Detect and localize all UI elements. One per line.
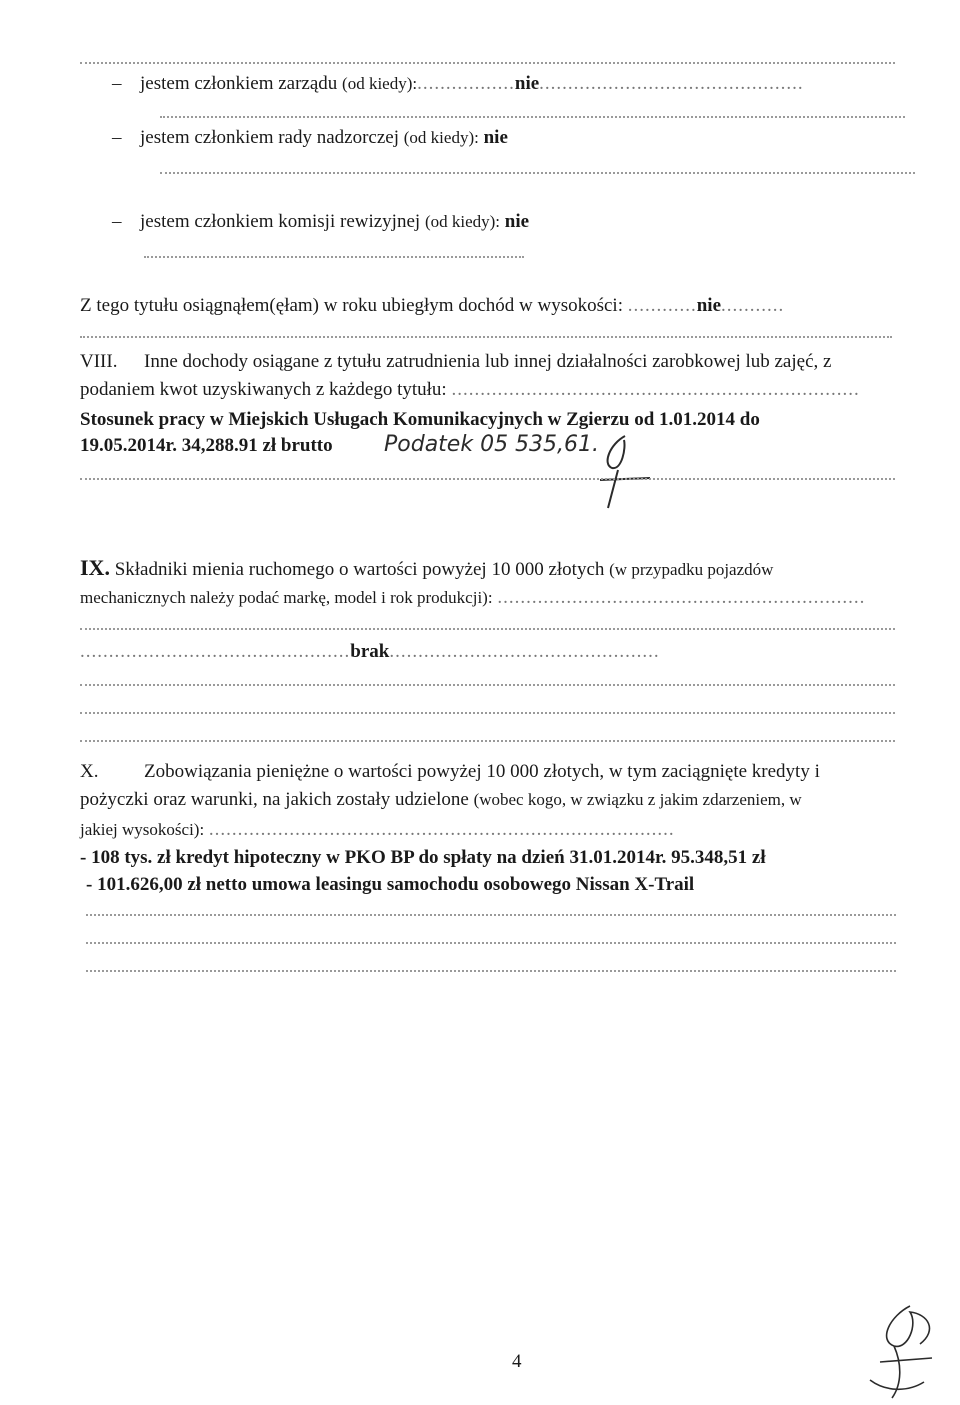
dotted-line <box>160 172 915 174</box>
dotted-line <box>144 256 524 258</box>
supervisory-member-label: jestem członkiem rady nadzorczej <box>140 127 400 148</box>
page-number: 4 <box>512 1351 522 1372</box>
dotted-line <box>86 942 896 944</box>
dotted-line <box>80 684 895 686</box>
section-viii-answer1: Stosunek pracy w Miejskich Usługach Komunikacyjnych w Zgierzu od 1.01.2014 do <box>80 409 760 430</box>
initials-mark <box>580 430 660 510</box>
section-x-answer2: - 101.626,00 zł netto umowa leasingu samochodu osobowego Nissan X-Trail <box>86 874 695 895</box>
dotted-line <box>80 712 895 714</box>
dotted-line <box>80 740 895 742</box>
audit-member-answer: nie <box>504 211 530 232</box>
section-x-number: X. <box>80 761 99 782</box>
board-member-answer: nie <box>514 73 540 94</box>
section-x-answer1: - 108 tys. zł kredyt hipoteczny w PKO BP do spłaty na dzień 31.01.2014r. 95.348,51 zł <box>80 847 766 868</box>
supervisory-member-line: – jestem członkiem rady nadzorczej (od kiedy): nie <box>112 127 508 148</box>
audit-member-label: jestem członkiem komisji rewizyjnej <box>140 211 421 232</box>
dotted-line <box>80 628 895 630</box>
audit-member-line: – jestem członkiem komisji rewizyjnej (od kiedy): nie <box>112 211 530 232</box>
supervisory-member-answer: nie <box>483 127 508 148</box>
board-member-label: jestem członkiem zarządu <box>140 73 338 94</box>
section-viii-answer2: 19.05.2014r. 34,288.91 zł brutto <box>80 435 333 456</box>
income-answer: nie <box>696 295 722 316</box>
section-ix-answer-line: ...............................................brak............................................... <box>80 641 660 662</box>
board-member-line: – jestem członkiem zarządu (od kiedy):.................nie.............................................. <box>112 73 804 94</box>
handwritten-tax-note: Podatek 05 535,61. <box>384 432 600 457</box>
section-x-line2: pożyczki oraz warunki, na jakich zostały udzielone (wobec kogo, w związku z jakim zdarzeniem, w <box>80 789 802 810</box>
dotted-line <box>80 336 892 338</box>
dotted-line <box>80 478 895 480</box>
section-viii-line2: podaniem kwot uzyskiwanych z każdego tytułu: ....................................................................... <box>80 379 860 400</box>
section-ix-line2: mechanicznych należy podać markę, model i rok produkcji): ................................................................ <box>80 587 866 608</box>
dotted-line <box>86 914 896 916</box>
signature-mark <box>850 1300 950 1400</box>
section-viii-number: VIII. <box>80 351 118 372</box>
section-viii-line1: VIII. Inne dochody osiągane z tytułu zatrudnienia lub innej działalności zarobkowej lub zajęć, z <box>80 351 832 372</box>
section-ix-line1: IX. Składniki mienia ruchomego o wartości powyżej 10 000 złotych (w przypadku pojazdów <box>80 555 774 580</box>
section-x-line1: X. Zobowiązania pieniężne o wartości powyżej 10 000 złotych, w tym zaciągnięte kredyty i <box>80 761 820 782</box>
section-ix-answer: brak <box>350 641 390 662</box>
dotted-line <box>86 970 896 972</box>
section-x-line3: jakiej wysokości): ................................................................................. <box>80 819 675 840</box>
income-line: Z tego tytułu osiągnąłem(ęłam) w roku ubiegłym dochód w wysokości: ............nie........... <box>80 295 785 316</box>
dotted-line <box>160 116 905 118</box>
section-ix-number: IX. <box>80 555 110 580</box>
dotted-line <box>80 62 895 64</box>
